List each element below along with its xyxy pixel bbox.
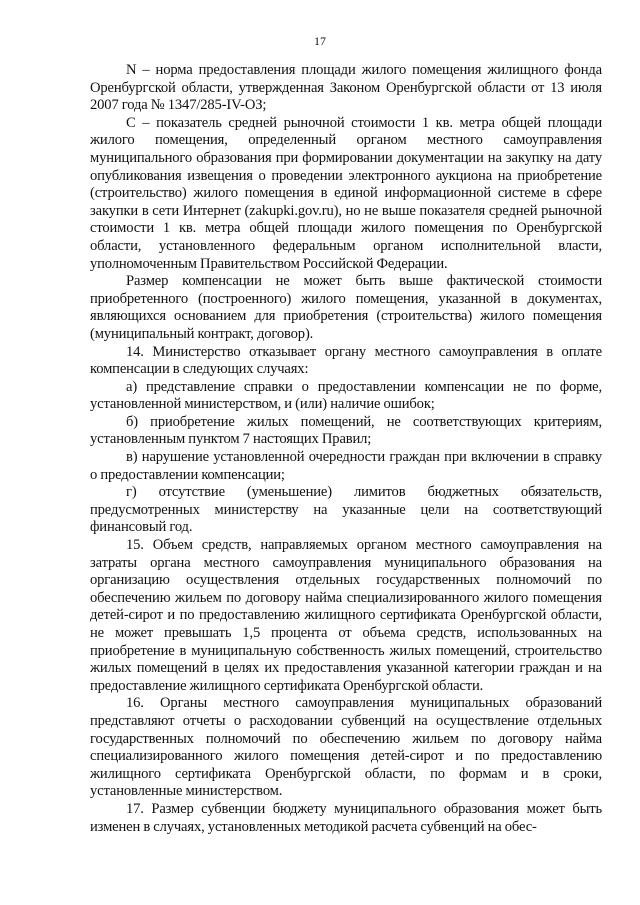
page-number: 17 <box>314 34 326 48</box>
paragraph-clause-14-b: б) приобретение жилых помещений, не соответствующих критериям, установленным пунктом 7 настоящих Правил; <box>90 413 602 448</box>
document-body <box>90 62 602 836</box>
paragraph-price-definition: С – показатель средней рыночной стоимости 1 кв. метра общей площади жилого помещения, определенный органом местного самоуправления муниципального образования при формировании документации на закупку на дату опубликования извещения о проведении электронного аукциона на приобретение (строительство) жилого помещения в единой информационной системе в сфере закупки в сети Интернет (zakupki.gov.ru), но не выше показателя средней рыночной стоимости 1 кв. метра общей площади жилого помещения по Оренбургской области, установленного федеральным органом исполнительной власти, уполномоченным Правительством Российской Федерации. <box>90 114 602 272</box>
paragraph-clause-17: 17. Размер субвенции бюджету муниципального образования может быть изменен в случаях, установленных методикой расчета субвенций на обес- <box>90 800 602 835</box>
paragraph-clause-14-a: а) представление справки о предоставлении компенсации не по форме, установленной министерством, и (или) наличие ошибок; <box>90 378 602 413</box>
paragraph-norm-definition: N – норма предоставления площади жилого помещения жилищного фонда Оренбургской области, утвержденная Законом Оренбургской области от 13 июля 2007 года № 1347/285-IV-ОЗ; <box>90 62 602 114</box>
paragraph-compensation-limit: Размер компенсации не может быть выше фактической стоимости приобретенного (построенного) жилого помещения, указанной в документах, являющихся основанием для приобретения (строительства) жилого помещения (муниципальный контракт, договор). <box>90 273 602 342</box>
paragraph-clause-16: 16. Органы местного самоуправления муниципальных образований представляют отчеты о расходовании субвенций на осуществление отдельных государственных полномочий по обеспечению жильем по договору найма специализированного жилого помещения детей-сирот и по предоставлению жилищного сертификата Оренбургской области, по формам и в сроки, установленные министерством. <box>90 695 602 800</box>
paragraph-clause-15: 15. Объем средств, направляемых органом местного самоуправления на затраты органа местного самоуправления муниципального образования на организацию осуществления отдельных государственных полномочий по обеспечению жильем по договору найма специализированного жилого помещения детей-сирот и по предоставлению жилищного сертификата Оренбургской области, не может превышать 1,5 процента от объема средств, использованных на приобретение в муниципальную собственность жилых помещений, строительство жилых помещений в целях их предоставления указанной категории граждан и на предоставление жилищного сертификата Оренбургской области. <box>90 537 602 694</box>
paragraph-clause-14-v: в) нарушение установленной очередности граждан при включении в справку о предоставлении компенсации; <box>90 449 602 483</box>
paragraph-clause-14: 14. Министерство отказывает органу местного самоуправления в оплате компенсации в следующих случаях: <box>90 343 602 378</box>
paragraph-clause-14-g: г) отсутствие (уменьшение) лимитов бюджетных обязательств, предусмотренных министерству на указанные цели на соответствующий финансовый год. <box>90 484 602 536</box>
